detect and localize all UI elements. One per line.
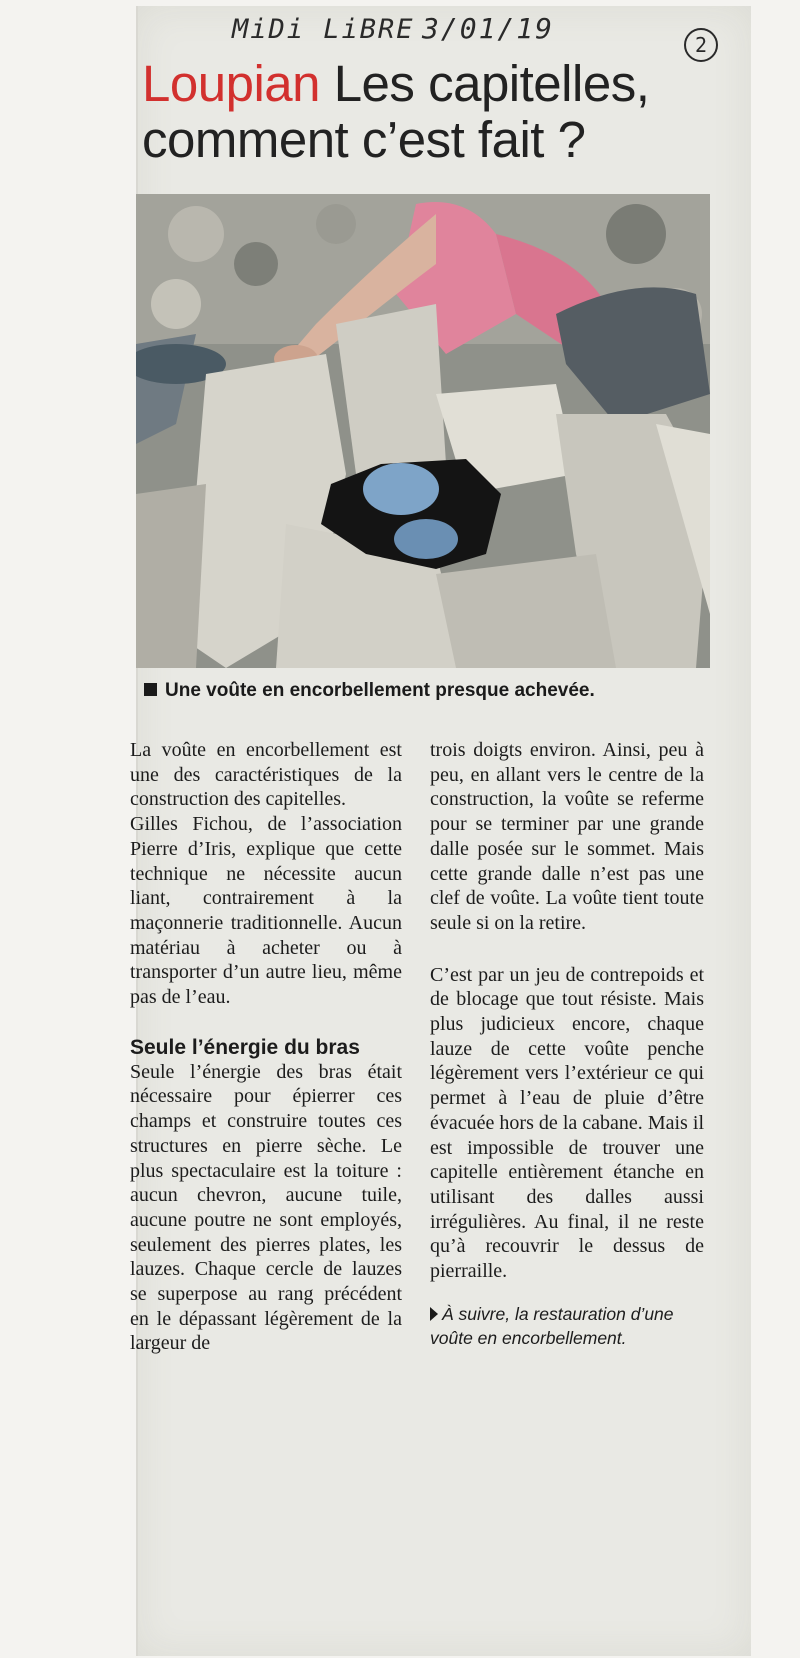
caption-bullet-icon: [144, 683, 157, 696]
article-paragraph: Seule l’énergie des bras était nécessaire pour épierrer ces champs et construire toutes ces structures en pierre sèche. Le plus spectaculaire est la toiture : aucun chevron, aucune tuile, aucune poutre ne sont employés, seulement des pierres plates, les lauzes. Chaque cercle de lauzes se superpose au rang précédent en le dépassant légèrement de la largeur de: [130, 1060, 402, 1355]
headline-title-line2: comment c’est fait ?: [142, 111, 586, 168]
capitelle-vault-illustration: [136, 194, 710, 668]
handwritten-date: 3/01/19: [422, 12, 555, 45]
headline-title-line1: Les capitelles,: [333, 55, 650, 112]
triangle-bullet-icon: [430, 1307, 438, 1321]
article-photo: [136, 194, 710, 668]
article-paragraph: trois doigts environ. Ainsi, peu à peu, en allant vers le centre de la construction, la voûte se referme pour se terminer par une grande dalle posée sur le sommet. Mais cette grande dalle n’est pas une clef de voûte. La voûte tient toute seule si on la retire.: [430, 739, 704, 934]
article-subhead: Seule l’énergie du bras: [130, 1035, 360, 1059]
to-follow-note: [430, 1302, 704, 1350]
article-column-left: [130, 738, 402, 1356]
headline-town: Loupian: [142, 55, 321, 112]
handwritten-page-number: 2: [684, 28, 718, 62]
article-paragraph: Gilles Fichou, de l’association Pierre d’Iris, explique que cette technique ne nécessite aucun liant, contrairement à la maçonnerie traditionnelle. Aucun matériau à acheter ou à transporter d’un autre lieu, même pas de l’eau.: [130, 813, 402, 1009]
handwritten-newspaper-name: MiDi LiBRE: [232, 14, 415, 45]
caption-text: Une voûte en encorbellement presque achevée.: [165, 680, 595, 701]
article-paragraph: C’est par un jeu de contrepoids et de blocage que tout résiste. Mais plus judicieux encore, chaque lauze de cette voûte penche légèrement vers l’extérieur ce qui permet à l’eau de pluie d’être évacuée hors de la cabane. Mais il est impossible de trouver une capitelle entièrement étanche en utilisant des dalles aussi irrégulières. Au final, il ne reste qu’à recouvrir le dessus de pierraille.: [430, 963, 704, 1283]
article-headline: [142, 56, 742, 168]
paragraph-gap: [430, 936, 704, 963]
photo-caption: [144, 680, 704, 702]
article-column-right: [430, 738, 704, 1350]
to-follow-text: À suivre, la restauration d’une voûte en encorbellement.: [430, 1303, 674, 1348]
article-paragraph: La voûte en encorbellement est une des caractéristiques de la construction des capitelles.: [130, 739, 402, 811]
